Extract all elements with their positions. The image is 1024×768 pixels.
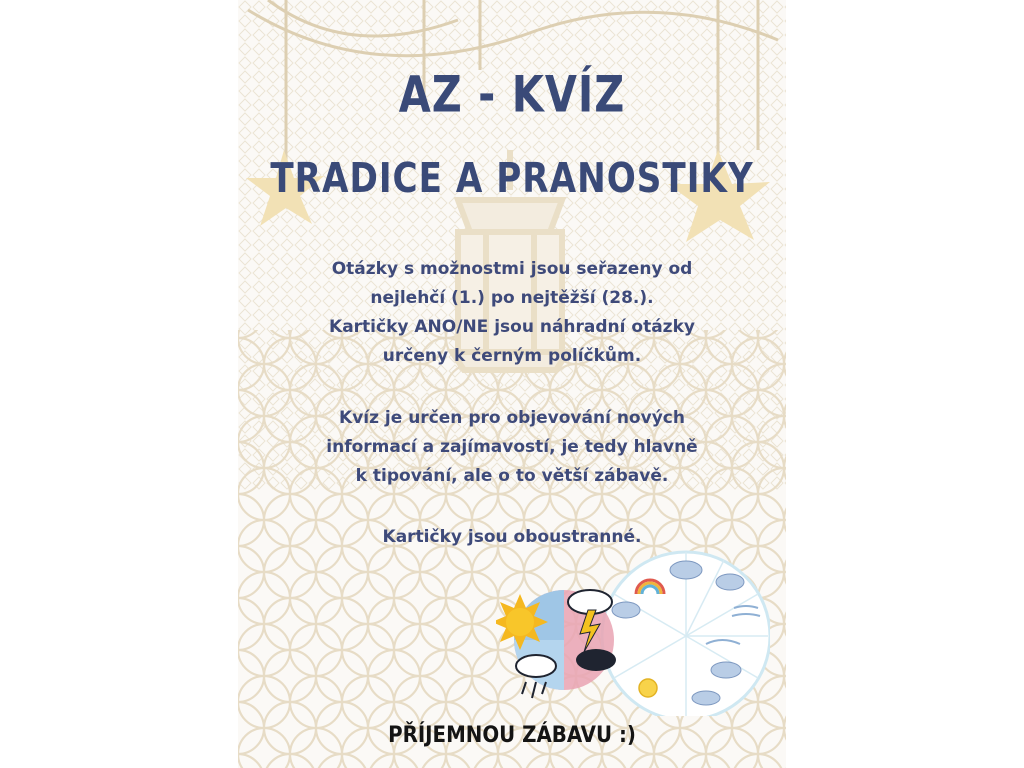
double-sided-note: Kartičky jsou oboustranné.: [382, 527, 642, 547]
instructions-paragraph: Otázky s možnostmi jsou seřazeny od nejlehčí (1.) po nejtěžší (28.). Kartičky ANO/NE jsou náhradní otázky určeny k černým políčkům.: [329, 259, 695, 366]
quiz-subtitle: TRADICE A PRANOSTIKY: [270, 154, 754, 202]
closing-wish: PŘÍJEMNOU ZÁBAVU :): [388, 723, 636, 748]
quiz-title: AZ - KVÍZ: [398, 64, 626, 124]
poster: [238, 0, 786, 768]
weather-wheel-icon: [496, 548, 770, 716]
sun-icon: [639, 679, 657, 697]
purpose-paragraph: Kvíz je určen pro objevování nových informací a zajímavostí, je tedy hlavně k tipování, ale o to větší zábavě.: [326, 408, 698, 486]
